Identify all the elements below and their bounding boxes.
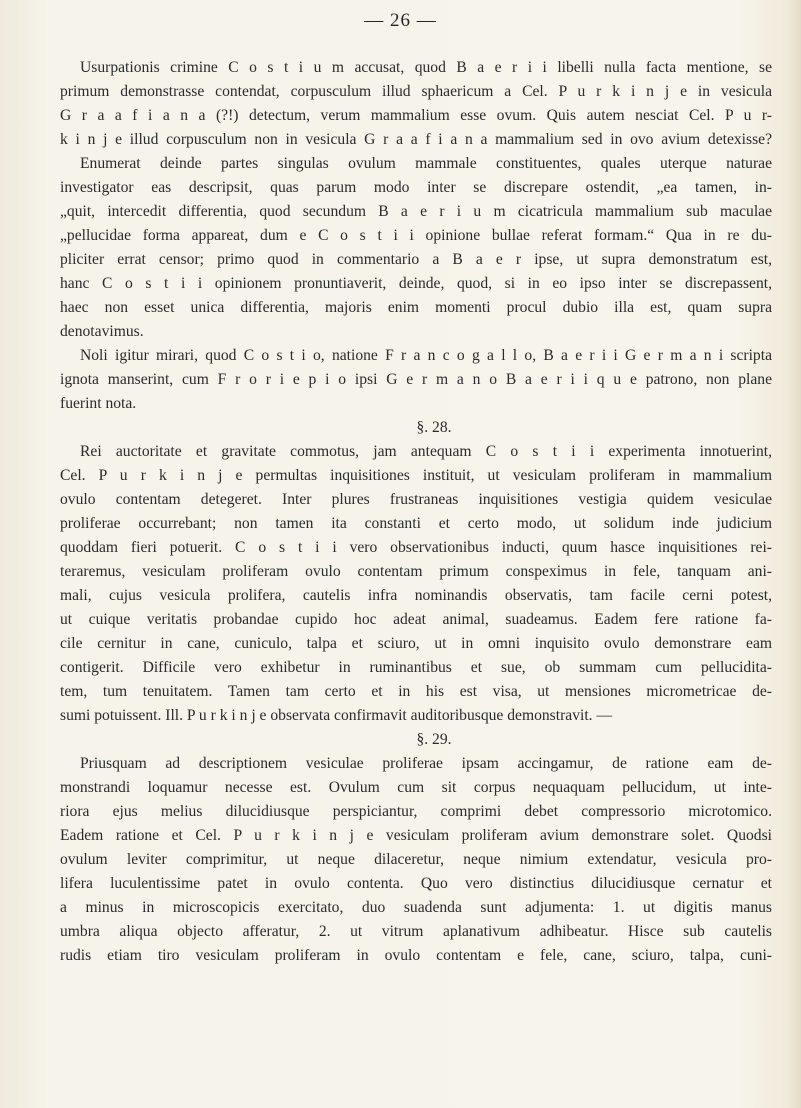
text-line: G r a a f i a n a (?!) detectum, verum mammalium esse ovum. Quis autem nesciat Cel. P u r- xyxy=(60,107,772,124)
text-line: quoddam fieri potuerit. C o s t i i vero observationibus inducti, quum hasce inquisitiones rei- xyxy=(60,539,772,556)
text-line: „quit, intercedit differentia, quod secundum B a e r i u m cicatricula mammalium sub maculae xyxy=(60,203,772,220)
text-line: „pellucidae forma appareat, dum e C o s t i i opinione bullae referat formam.“ Qua in re du- xyxy=(60,227,772,244)
text-line: lifera luculentissime patet in ovulo contenta. Quo vero distinctius dilucidiusque cernatur et xyxy=(60,875,772,892)
text-line: Enumerat deinde partes singulas ovulum mammale constituentes, quales uterque naturae xyxy=(80,155,772,172)
text-line: pliciter errat censor; primo quod in commentario a B a e r ipse, ut supra demonstratum est, xyxy=(60,251,772,268)
text-line: teraremus, vesiculam proliferam ovulo contentam primum conspeximus in fele, tanquam ani- xyxy=(60,563,772,580)
text-line: monstrandi loquamur necesse est. Ovulum cum sit corpus nequaquam pellucidum, ut inte- xyxy=(60,779,772,796)
text-line: contigerit. Difficile vero exhibetur in ruminantibus et sue, ob summam cum pelluciditа- xyxy=(60,659,772,676)
text-line: Priusquam ad descriptionem vesiculae proliferae ipsam accingamur, de ratione eam de- xyxy=(80,755,772,772)
text-line: primum demonstrasse contendat, corpusculum illud sphaericum a Cel. P u r k i n j e in vesicula xyxy=(60,83,772,100)
text-line: haec non esset unica differentia, majoris enim momenti procul dubio illa est, quam supra xyxy=(60,299,772,316)
text-line: denotavimus. xyxy=(60,323,144,340)
section-heading: §. 28. xyxy=(416,419,452,436)
text-line: Eadem ratione et Cel. P u r k i n j e vesiculam proliferam avium demonstrare solet. Quodsi xyxy=(60,827,772,844)
text-line: fuerint nota. xyxy=(60,395,137,412)
text-line: ovulo contentam detegeret. Inter plures frustraneas inquisitiones vestigia quidem vesiculae xyxy=(60,491,772,508)
page-edge-shadow xyxy=(787,0,801,1108)
page-number-header: — 26 — xyxy=(364,10,437,31)
section-heading: §. 29. xyxy=(416,731,452,748)
text-line: mali, cujus vesicula prolifera, cautelis infra nominandis observatis, tam facile cerni potest, xyxy=(60,587,772,604)
text-line: proliferae occurrebant; non tamen ita constanti et certo modo, ut solidum inde judicium xyxy=(60,515,772,532)
text-line: ovulum leviter comprimitur, ut neque dilaceretur, neque nimium extendatur, vesicula pro- xyxy=(60,851,772,868)
text-line: Cel. P u r k i n j e permultas inquisitiones instituit, ut vesiculam proliferam in mammalium xyxy=(60,467,772,484)
text-line: cile cernitur in cane, cuniculo, talpa et sciuro, ut in omni inquisito ovulo demonstrare eam xyxy=(60,635,772,652)
text-line: rudis etiam tiro vesiculam proliferam in ovulo contentam e fele, cane, sciuro, talpa, cuni- xyxy=(60,947,772,964)
text-line: tem, tum tenuitatem. Tamen tam certo et in his est visa, ut mensiones micrometricae de- xyxy=(60,683,772,700)
text-line: a minus in microscopicis exercitato, duo suadenda sunt adjumenta: 1. ut digitis manus xyxy=(60,899,772,916)
text-line: sumi potuissent. Ill. P u r k i n j e observata confirmavit auditoribusque demonstravit. — xyxy=(60,707,613,724)
text-line: hanc C o s t i i opinionem pronuntiaverit, deinde, quod, si in eo ipso inter se discrepassent, xyxy=(60,275,772,292)
text-line: Noli igitur mirari, quod C o s t i o, natione F r a n c o g a l l o, B a e r i i G e r m a n i scripta xyxy=(80,347,772,364)
text-line: ut cuique veritatis probandae cupido hoc adeat animal, suadeamus. Eadem fere ratione fa- xyxy=(60,611,772,628)
text-line: umbra aliqua objecto afferatur, 2. ut vitrum aplanativum adhibeatur. Hisce sub cautelis xyxy=(60,923,772,940)
body-text xyxy=(60,56,772,968)
text-line: ignota manserint, cum F r o r i e p i o ipsi G e r m a n o B a e r i i q u e patrono, non plane xyxy=(60,371,772,388)
text-line: Rei auctoritate et gravitate commotus, jam antequam C o s t i i experimenta innotuerint, xyxy=(80,443,772,460)
text-line: k i n j e illud corpusculum non in vesicula G r a a f i a n a mammalium sed in ovo avium detexisse? xyxy=(60,131,772,148)
text-line: riora ejus melius dilucidiusque perspiciantur, comprimi debet compressorio microtomico. xyxy=(60,803,772,820)
text-line: Usurpationis crimine C o s t i u m accusat, quod B a e r i i libelli nulla facta mentione, se xyxy=(80,59,772,76)
text-line: investigator eas descripsit, quas parum modo inter se discrepare ostendit, „ea tamen, in- xyxy=(60,179,772,196)
